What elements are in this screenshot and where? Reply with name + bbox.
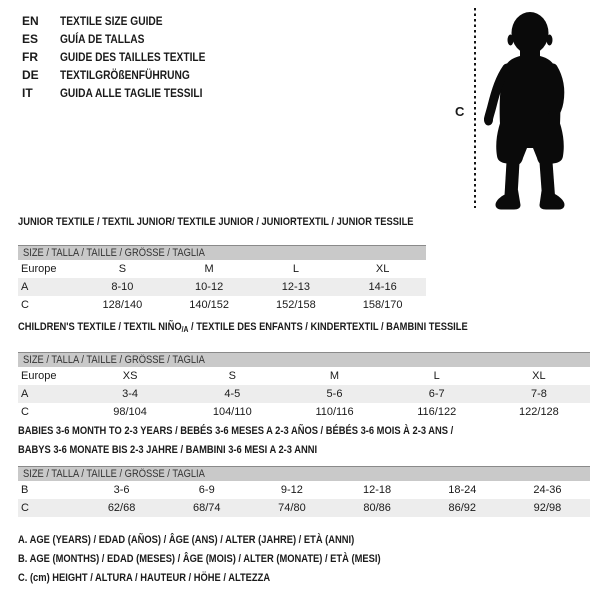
table-cell: 80/86	[363, 502, 391, 514]
table-cell: 152/158	[275, 299, 316, 311]
table-row	[18, 296, 426, 314]
children-size-table	[18, 352, 590, 421]
table-cell: 74/80	[278, 502, 306, 514]
row-label: A	[21, 388, 29, 400]
language-row	[22, 30, 231, 48]
section-title-junior	[18, 213, 483, 232]
table-cell: XS	[122, 370, 138, 382]
table-cell: 86/92	[448, 502, 477, 514]
section-title-text: JUNIOR TEXTILE / TEXTIL JUNIOR/ TEXTILE JUNIOR / JUNIORTEXTIL / JUNIOR TESSILE	[18, 216, 414, 228]
table-cell: M	[329, 370, 340, 382]
size-header-label: SIZE / TALLA / TAILLE / GRÖSSE / TAGLIA	[23, 354, 205, 366]
legend-note-text: B. AGE (MONTHS) / EDAD (MESES) / ÂGE (MOIS) / ALTER (MONATE) / ETÀ (MESI)	[18, 553, 381, 565]
legend-note-line	[18, 569, 445, 588]
table-rows	[18, 367, 590, 421]
section-title-children	[18, 318, 547, 339]
table-cell: L	[433, 370, 440, 382]
language-label: GUÍA DE TALLAS	[60, 32, 145, 46]
table-cell: 12-13	[281, 281, 310, 293]
table-cell: 104/110	[212, 406, 252, 418]
language-label: GUIDA ALLE TAGLIE TESSILI	[60, 86, 203, 100]
table-cell: XL	[532, 370, 546, 382]
language-code: FR	[22, 50, 38, 64]
table-row	[18, 367, 590, 385]
size-header-bar	[18, 245, 426, 260]
table-cell: 9-12	[280, 484, 303, 496]
baby-silhouette-icon	[480, 6, 580, 211]
table-row	[18, 260, 426, 278]
subscript-text: /A	[181, 325, 189, 334]
language-row	[22, 66, 231, 84]
junior-size-table	[18, 245, 426, 314]
table-cell: 4-5	[224, 388, 241, 400]
table-cell: 3-4	[122, 388, 139, 400]
language-code: DE	[22, 68, 39, 82]
table-cell: 6-7	[428, 388, 445, 400]
size-header-label: SIZE / TALLA / TAILLE / GRÖSSE / TAGLIA	[23, 247, 205, 259]
language-list	[22, 12, 231, 102]
table-cell: 68/74	[192, 502, 221, 514]
table-cell: 158/170	[362, 299, 403, 311]
table-cell: 3-6	[113, 484, 130, 496]
table-cell: 110/116	[315, 406, 354, 418]
section-title-text: CHILDREN'S TEXTILE / TEXTIL $NIÑO_{/A}$ / TEXTILE DES ENFANTS / KINDERTEXTIL / BAMBINI TESSILE	[18, 321, 468, 334]
measure-c-label: C	[455, 104, 465, 119]
size-header-label: SIZE / TALLA / TAILLE / GRÖSSE / TAGLIA	[23, 468, 205, 480]
table-cell: 6-9	[198, 484, 215, 496]
table-cell: 8-10	[111, 281, 134, 293]
table-cell: 128/140	[102, 299, 143, 311]
section-title-babies	[18, 422, 530, 460]
section-title-line2: BABYS 3-6 MONATE BIS 2-3 JAHRE / BAMBINI 3-6 MESI A 2-3 ANNI	[18, 444, 318, 456]
table-cell: M	[204, 263, 214, 275]
size-header-bar	[18, 466, 590, 481]
language-row	[22, 12, 231, 30]
language-label: GUIDE DES TAILLES TEXTILE	[60, 50, 206, 64]
table-rows	[18, 481, 590, 517]
legend-note-text: C. (cm) HEIGHT / ALTURA / HAUTEUR / HÖHE / ALTEZZA	[18, 572, 271, 584]
row-label: Europe	[21, 370, 57, 382]
height-measure-dotted-line	[474, 8, 476, 208]
section-title-line1: BABIES 3-6 MONTH TO 2-3 YEARS / BEBÉS 3-6 MESES A 2-3 AÑOS / BÉBÉS 3-6 MOIS À 2-3 ANS /	[18, 425, 454, 437]
table-cell: S	[228, 370, 236, 382]
table-cell: 14-16	[368, 281, 397, 293]
table-cell: 98/104	[113, 406, 147, 418]
table-cell: 12-18	[363, 484, 392, 496]
table-row	[18, 278, 426, 296]
table-cell: 24-36	[533, 484, 562, 496]
language-label: TEXTILGRÖßENFÜHRUNG	[60, 68, 190, 82]
table-cell: L	[292, 263, 299, 275]
legend-note-line	[18, 550, 445, 569]
row-label: C	[21, 502, 29, 514]
language-code: EN	[22, 14, 39, 28]
babies-size-table	[18, 466, 590, 517]
row-label: C	[21, 299, 29, 311]
legend-notes	[18, 531, 445, 588]
row-label: C	[21, 406, 29, 418]
table-cell: 7-8	[530, 388, 547, 400]
table-cell: 122/128	[519, 406, 559, 418]
table-cell: S	[118, 263, 127, 275]
table-cell: 62/68	[107, 502, 136, 514]
row-label: Europe	[21, 263, 57, 275]
row-label: A	[21, 281, 29, 293]
table-row	[18, 403, 590, 421]
table-cell: 10-12	[195, 281, 224, 293]
table-cell: 140/152	[189, 299, 229, 311]
table-cell: 5-6	[326, 388, 343, 400]
table-cell: XL	[375, 263, 390, 275]
table-cell: 116/122	[417, 406, 457, 418]
size-header-bar	[18, 352, 590, 367]
table-row	[18, 385, 590, 403]
language-row	[22, 84, 231, 102]
language-label: TEXTILE SIZE GUIDE	[60, 14, 163, 28]
legend-note-text: A. AGE (YEARS) / EDAD (AÑOS) / ÂGE (ANS) / ALTER (JAHRE) / ETÀ (ANNI)	[18, 534, 355, 546]
row-label: B	[21, 484, 29, 496]
legend-note-line	[18, 531, 445, 550]
table-cell: 18-24	[448, 484, 477, 496]
language-code: ES	[22, 32, 39, 46]
table-row	[18, 499, 590, 517]
table-cell: 92/98	[533, 502, 562, 514]
table-row	[18, 481, 590, 499]
language-row	[22, 48, 231, 66]
language-code: IT	[22, 86, 33, 100]
table-rows	[18, 260, 426, 314]
